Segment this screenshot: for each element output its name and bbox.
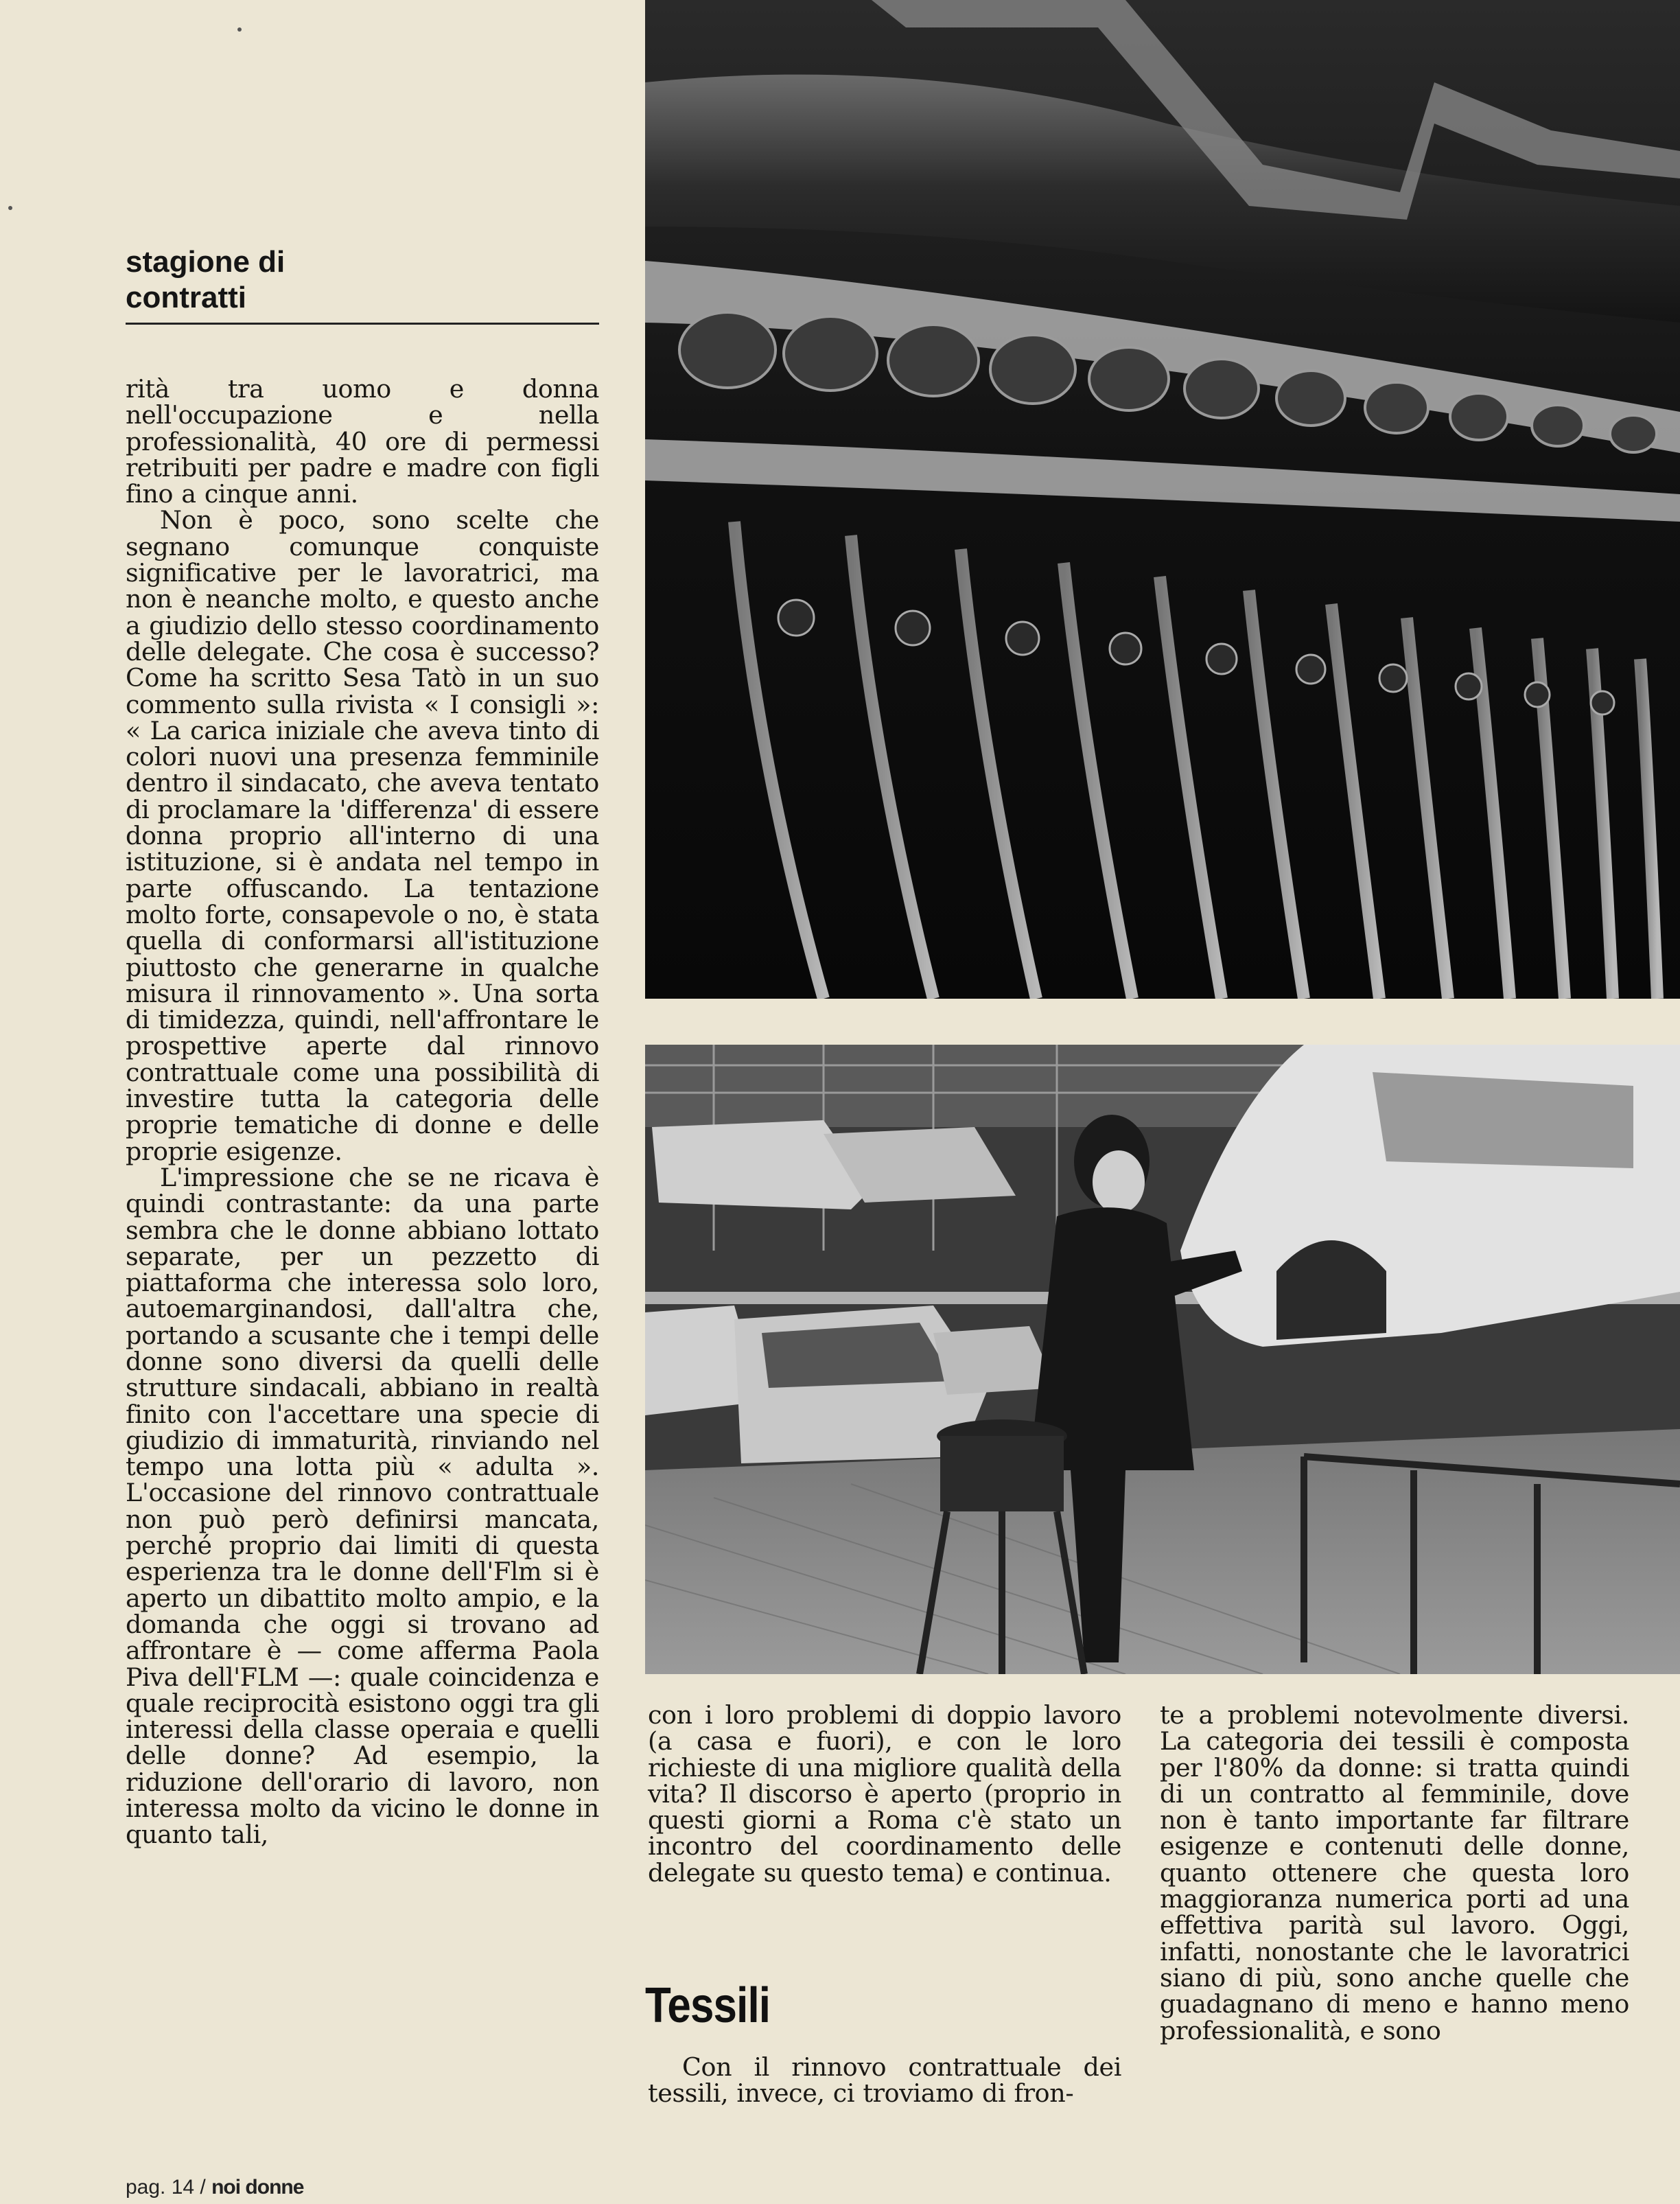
paragraph: te a problemi notevolmente diversi. La categoria dei tessili è composta per l'80% da donne: si tratta quindi di un contratto al femminile, dove non è tanto importante far filtrare esigenze e contenuti delle donne, quanto ottenere che questa loro maggioranza numerica porti ad una effettiva parità sul lavoro. Oggi, infatti, nonostante che le lavoratrici siano di più, sono anche quelle che guadagnano di meno e hanno meno professionalità, e sono (1160, 1700, 1629, 2045)
article-column-2 (648, 1702, 1121, 1886)
subheading-tessili: Tessili (645, 1978, 771, 2033)
textile-machinery-photo (645, 0, 1680, 999)
page-footer (126, 2176, 303, 2199)
paragraph: Non è poco, sono scelte che segnano comunque conquiste significative per le lavoratrici, ma non è neanche molto, e questo anche a giudizio dello stesso coordinamento delle delegate. Che cosa è successo? Come ha scritto Sesa Tatò in un suo commento sulla rivista « I consigli »: « La carica iniziale che aveva tinto di colori nuovi una presenza femminile dentro il sindacato, che aveva tentato di proclamare la 'differenza' di essere donna proprio all'interno di una istituzione, si è andata nel tempo in parte offuscando. La tentazione molto forte, consapevole o no, è stata quella di conformarsi all'istituzione piuttosto che generarne in qualche misura il rinnovamento ». Una sorta di timidezza, quindi, nell'affrontare le prospettive aperte dal rinnovo contrattuale come una possibilità di investire tutta la categoria delle proprie tematiche di donne e delle proprie esigenze. (126, 505, 599, 1166)
print-speck (8, 206, 12, 210)
print-speck (237, 27, 242, 32)
paragraph: Con il rinnovo contrattuale dei tessili, invece, ci troviamo di fron- (648, 2052, 1121, 2109)
page-number: pag. 14 / (126, 2176, 206, 2199)
paragraph: L'impressione che se ne ricava è quindi contrastante: da una parte sembra che le donne abbiano lottato separate, per un pezzetto di piattaforma che interessa solo loro, autoemarginandosi, dall'altra che, portando a scusante che i tempi delle donne sono diversi da quelli delle strutture sindacali, abbiano in realtà finito con l'accettare una specie di giudizio di immaturità, rinviando nel tempo una lotta più « adulta ». L'occasione del rinnovo contrattuale non può però definirsi mancata, perché proprio dai limiti di questa esperienza tra le donne dell'Flm si è aperto un dibattito molto ampio, e la domanda che oggi si trovano ad affrontare è — come afferma Paola Piva dell'FLM —: quale coincidenza e quale reciprocità esistono oggi tra gli interessi della classe operaia e quelli delle donne? Ad esempio, la riduzione dell'orario di lavoro, non interessa molto da vicino le donne in quanto tali, (126, 1162, 599, 1850)
section-header-line2: contratti (126, 281, 246, 314)
section-header-line1: stagione di (126, 245, 285, 279)
paragraph: rità tra uomo e donna nell'occupazione e nella professionalità, 40 ore di permessi retribuiti per padre e madre con figli fino a cinque anni. (126, 374, 599, 509)
paragraph: con i loro problemi di doppio lavoro (a casa e fuori), e con le loro richieste di una migliore qualità della vita? Il discorso è aperto (proprio in questi giorni a Roma c'è stato un incontro del coordinamento delle delegate su questo tema) e continua. (648, 1700, 1121, 1888)
magazine-name: noi donne (211, 2176, 304, 2199)
article-column-3 (1160, 1702, 1629, 2044)
article-column-1 (126, 376, 599, 1848)
article-column-2-continued (648, 2054, 1121, 2107)
car-factory-photo (645, 1045, 1680, 1674)
section-header (126, 244, 599, 325)
